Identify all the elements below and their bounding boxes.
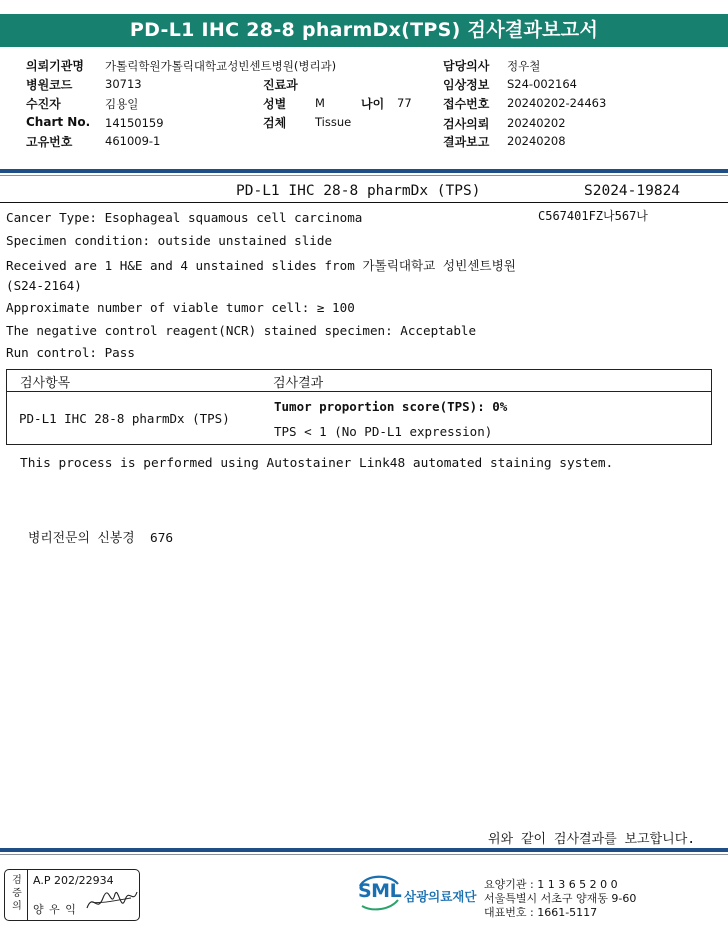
line-viable-tumor-cell: Approximate number of viable tumor cell: ≥ 100 <box>6 300 355 315</box>
line-cancer-type: Cancer Type: Esophageal squamous cell carcinoma <box>6 210 363 225</box>
label-age: 나이 <box>361 97 385 111</box>
table-header-item: 검사항목 <box>20 376 71 391</box>
line-received: Received are 1 H&E and 4 unstained slides from 가톨릭대학교 성빈센트병원 <box>6 258 516 273</box>
report-title: PD-L1 IHC 28-8 pharmDx(TPS) 검사결과보고서 <box>0 14 728 47</box>
table-cell-tps-interpretation: TPS < 1 (No PD-L1 expression) <box>274 424 493 439</box>
report-heading: PD-L1 IHC 28-8 pharmDx (TPS) <box>236 183 481 199</box>
value-unique-no: 461009-1 <box>105 134 161 148</box>
value-requesting-institution: 가톨릭학원가톨릭대학교성빈센트병원(병리과) <box>105 59 337 73</box>
value-patient: 김용일 <box>105 97 139 111</box>
value-test-request: 20240202 <box>507 116 566 130</box>
label-doctor: 담당의사 <box>443 59 490 73</box>
label-result-report: 결과보고 <box>443 135 490 149</box>
footer-divider-thin <box>0 854 728 855</box>
value-specimen: Tissue <box>315 115 352 129</box>
label-hospital-code: 병원코드 <box>26 78 73 92</box>
table-cell-tps-score: Tumor proportion score(TPS): 0% <box>274 399 508 414</box>
stamp-side-label <box>5 870 28 920</box>
footer-address: 서울특별시 서초구 양재동 9-60 <box>484 892 637 905</box>
label-unique-no: 고유번호 <box>26 135 73 149</box>
report-number: S2024-19824 <box>584 183 681 199</box>
line-case-number: (S24-2164) <box>6 278 82 293</box>
label-specimen: 검체 <box>263 116 287 130</box>
label-test-request: 검사의뢰 <box>443 117 490 131</box>
result-table <box>6 369 712 445</box>
label-sex: 성별 <box>263 97 287 111</box>
value-doctor: 정우철 <box>507 59 541 73</box>
stamp-name: 양 우 익 <box>33 903 77 916</box>
organization-name: 삼광의료재단 <box>404 889 477 904</box>
label-receipt-no: 접수번호 <box>443 97 490 111</box>
handwritten-signature <box>83 884 139 916</box>
label-clinical-info: 임상정보 <box>443 78 490 92</box>
label-requesting-institution: 의뢰기관명 <box>26 59 84 73</box>
heading-underline <box>0 202 728 203</box>
verification-stamp <box>4 869 140 921</box>
stamp-side-char: 의 <box>12 901 22 912</box>
table-header-result: 검사결과 <box>273 376 324 391</box>
line-ncr: The negative control reagent(NCR) stained specimen: Acceptable <box>6 323 477 338</box>
stamp-ap-number: A.P 202/22934 <box>33 874 114 887</box>
value-sex: M <box>315 96 325 110</box>
value-result-report: 20240208 <box>507 134 566 148</box>
value-hospital-code: 30713 <box>105 77 142 91</box>
sml-logo-text: SML <box>358 880 402 902</box>
header-divider <box>0 169 728 173</box>
line-run-control: Run control: Pass <box>6 345 135 360</box>
stamp-side-char: 검 <box>12 875 22 886</box>
value-clinical-info: S24-002164 <box>507 77 577 91</box>
footer-institution-code: 요양기관 : 1 1 3 6 5 2 0 0 <box>484 878 618 891</box>
reference-code: C567401FZ나567나 <box>538 209 648 223</box>
footer-divider <box>0 848 728 852</box>
value-age: 77 <box>397 96 412 110</box>
process-note: This process is performed using Autostainer Link48 automated staining system. <box>20 456 614 471</box>
value-receipt-no: 20240202-24463 <box>507 96 607 110</box>
line-specimen-condition: Specimen condition: outside unstained slide <box>6 233 333 248</box>
table-header-divider <box>7 391 711 392</box>
stamp-side-char: 증 <box>12 888 22 899</box>
label-chart-no: Chart No. <box>26 115 91 129</box>
closing-statement: 위와 같이 검사결과를 보고합니다. <box>488 832 696 847</box>
footer-phone: 대표번호 : 1661-5117 <box>484 906 598 919</box>
header-divider-thin <box>0 175 728 176</box>
label-patient: 수진자 <box>26 97 61 111</box>
value-chart-no: 14150159 <box>105 116 164 130</box>
label-department: 진료과 <box>263 78 298 92</box>
pathologist-signature: 병리전문의 신봉경 676 <box>28 531 174 546</box>
table-cell-item: PD-L1 IHC 28-8 pharmDx (TPS) <box>19 411 230 426</box>
